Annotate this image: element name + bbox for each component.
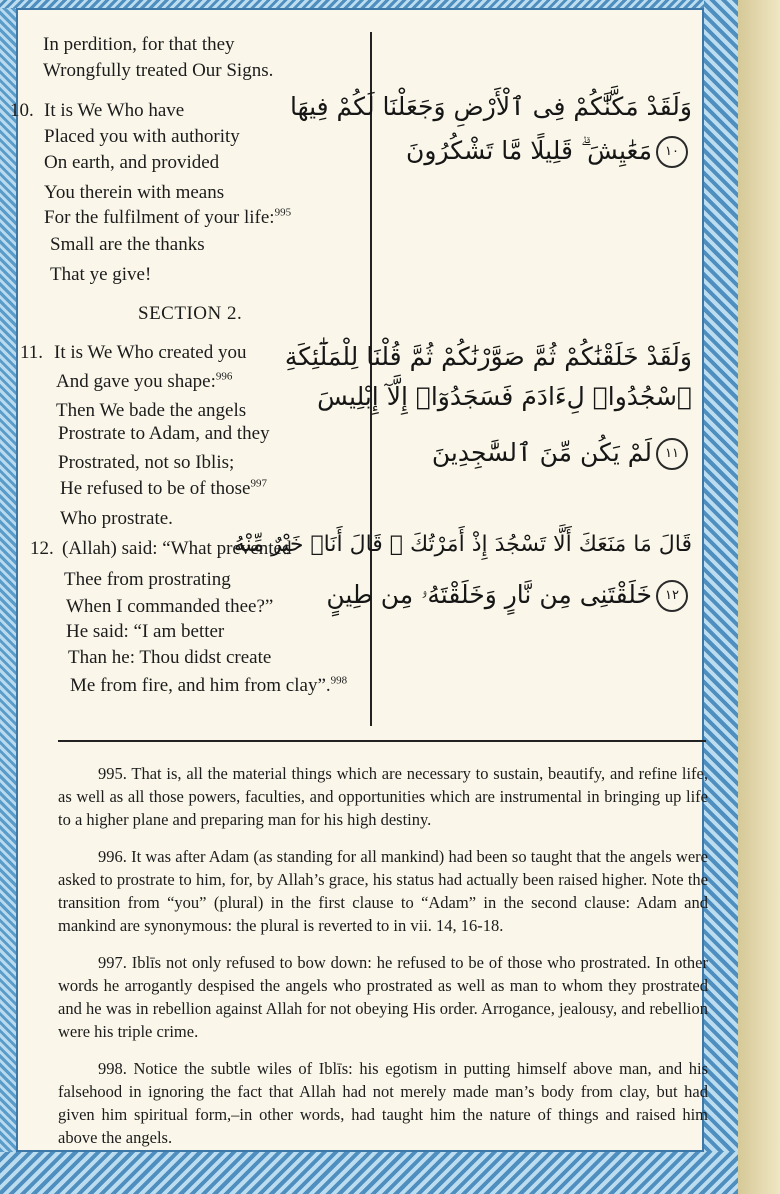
verse-line: That ye give! xyxy=(50,264,152,285)
footnote-marker[interactable]: 997 xyxy=(250,477,267,490)
arabic-line: قَالَ مَا مَنَعَكَ أَلَّا تَسْجُدَ إِذْ أَمَرْتُكَ ۖ قَالَ أَنَا۠ خَيْرٌ مِّنْهُ xyxy=(233,532,692,557)
verse-line: Placed you with authority xyxy=(44,126,240,147)
footnote: 998. Notice the subtle wiles of Iblīs: his egotism in putting himself above man, and his falsehood in ignoring the fact that Allah had not merely made man’s body from clay, but had given him spiritual form,–in other words, had taught him the nature of things and raised him above the angels. xyxy=(58,1059,708,1147)
verse-line: Thee from prostrating xyxy=(64,569,231,590)
arabic-line: وَلَقَدْ خَلَقْنَٰكُمْ ثُمَّ صَوَّرْنَٰكُمْ ثُمَّ قُلْنَا لِلْمَلَٰٓئِكَةِ xyxy=(284,342,692,371)
ornamental-border-left xyxy=(0,0,16,1194)
adjacent-page-edge xyxy=(738,0,780,1194)
arabic-line: ٱسْجُدُوا۟ لِءَادَمَ فَسَجَدُوٓا۟ إِلَّآ إِبْلِيسَ xyxy=(317,382,692,411)
footnotes xyxy=(58,762,708,1163)
verse-line: When I commanded thee?” xyxy=(66,596,274,617)
verse-line: Prostrated, not so Iblis; xyxy=(58,452,235,473)
footnote-marker[interactable]: 998 xyxy=(330,674,348,687)
verse-line: Wrongfully treated Our Signs. xyxy=(43,60,274,81)
verse-line: Then We bade the angels xyxy=(56,400,247,421)
verse-line: It is We Who have xyxy=(44,100,185,121)
verse-line: And gave you shape:$^{996}$ xyxy=(56,370,233,392)
footnote-marker[interactable]: 996 xyxy=(215,370,233,383)
verse-line: Prostrate to Adam, and they xyxy=(58,423,270,444)
footnote: 995. That is, all the material things which are necessary to sustain, beautify, and refine life, as well as all those powers, faculties, and opportunities which are instrumental in bringing up life to a higher plane and preparing man for his high destiny. xyxy=(58,764,708,829)
verse-line: Who prostrate. xyxy=(60,508,173,529)
arabic-line: وَلَقَدْ مَكَّنَّٰكُمْ فِى ٱلْأَرْضِ وَجَعَلْنَا لَكُمْ فِيهَا xyxy=(289,92,692,121)
verse-line: He said: “I am better xyxy=(66,621,225,642)
verse-number: 11. xyxy=(20,342,44,363)
arabic-line: ١١لَمْ يَكُن مِّنَ ٱلسَّٰجِدِينَ xyxy=(432,436,692,470)
ayah-number-marker: ١١ xyxy=(656,438,688,470)
ornamental-border-right xyxy=(704,0,738,1194)
footnote: 996. It was after Adam (as standing for all mankind) had been so taught that the angels were asked to prostrate to him, for, by Allah’s grace, his status had actually been raised higher. Note the transition from “you” (plural) in the first clause to “Adam” in the second clause: Adam and mankind are synonymous: the plural is reverted to in vii. 14, 16-18. xyxy=(58,847,708,935)
footnote: 997. Iblīs not only refused to bow down: he refused to be of those who prostrated. In other words he arrogantly despised the angels who prostrated as well as man to whom they prostrated and he was in rebellion against Allah for not obeying His order. Arrogance, jealousy, and rebellion were his triple crime. xyxy=(58,953,708,1041)
verse-line: In perdition, for that they xyxy=(43,34,235,55)
verse-line: It is We Who created you xyxy=(54,342,247,363)
column-divider xyxy=(370,32,372,726)
verse-line: Than he: Thou didst create xyxy=(68,647,272,668)
ayah-number-marker: ١٠ xyxy=(656,136,688,168)
arabic-line: ١٠مَعَٰيِشَ ۗ قَلِيلًا مَّا تَشْكُرُونَ xyxy=(406,134,692,168)
verse-number: 12. xyxy=(30,538,54,559)
verse-line: On earth, and provided xyxy=(44,152,220,173)
footnote-separator xyxy=(58,740,706,742)
verse-line: (Allah) said: “What prevented xyxy=(62,538,292,559)
verse-line: For the fulfilment of your life:$^{995}$ xyxy=(44,206,292,228)
verse-number: 10. xyxy=(10,100,34,121)
arabic-line: ١٢خَلَقْتَنِى مِن نَّارٍ وَخَلَقْتَهُۥ مِن طِينٍ xyxy=(326,578,692,612)
verse-line: Me from fire, and him from clay”.$^{998}$ xyxy=(70,674,348,696)
verse-line: He refused to be of those$^{997}$ xyxy=(60,477,267,499)
ayah-number-marker: ١٢ xyxy=(656,580,688,612)
verse-line: You therein with means xyxy=(44,182,225,203)
section-heading: SECTION 2. xyxy=(138,303,243,324)
ornamental-border-top xyxy=(0,0,738,8)
verse-line: Small are the thanks xyxy=(50,234,205,255)
footnote-marker[interactable]: 995 xyxy=(274,206,292,219)
